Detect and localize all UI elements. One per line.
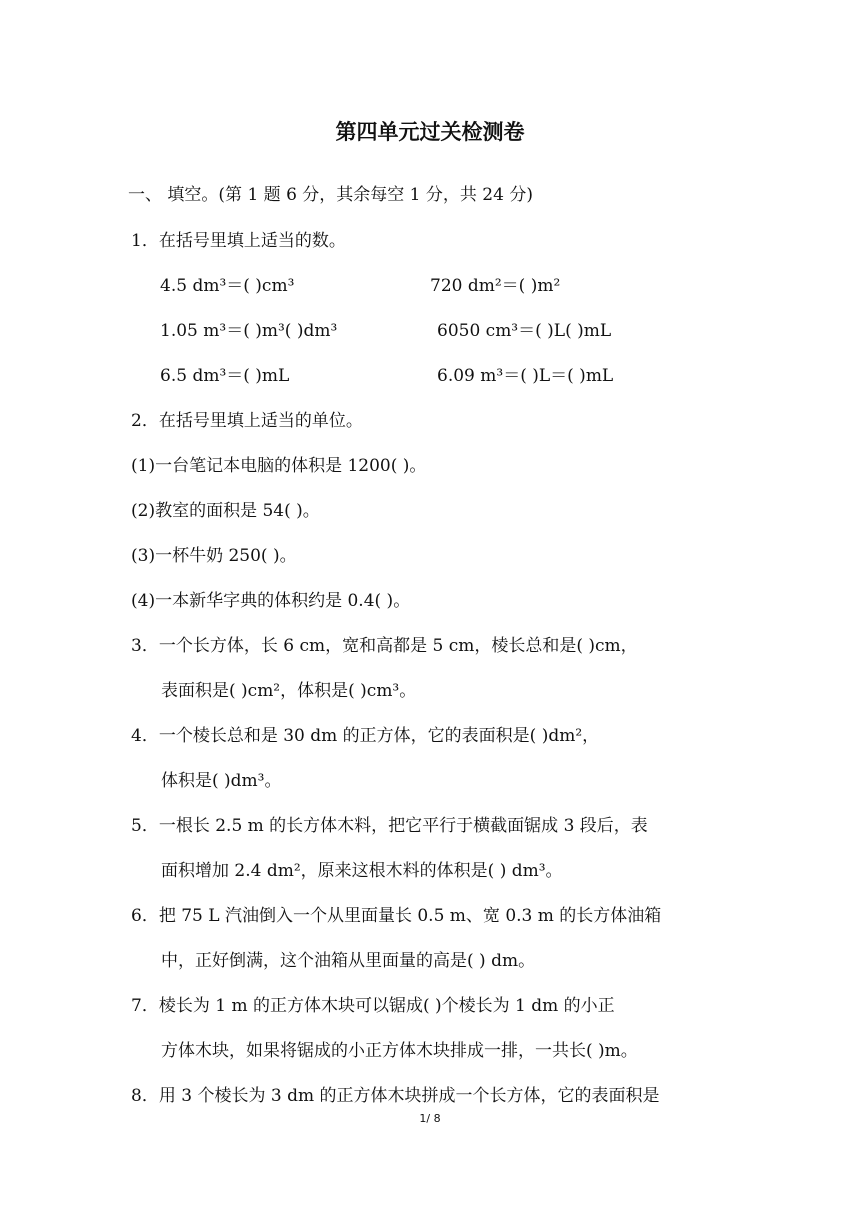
- section-heading: 一、 填空。(第 1 题 6 分，其余每空 1 分，共 24 分): [128, 185, 533, 205]
- question-3-line-2: 表面积是( )cm²，体积是( )cm³。: [161, 681, 417, 701]
- question-2-stem: 2．在括号里填上适当的单位。: [131, 411, 363, 431]
- question-7-line-1: 7．棱长为 1 m 的正方体木块可以锯成( )个棱长为 1 dm 的小正: [131, 996, 615, 1016]
- question-3-line-1: 3．一个长方体，长 6 cm，宽和高都是 5 cm，棱长总和是( )cm，: [131, 636, 638, 656]
- question-5-line-2: 面积增加 2.4 dm²，原来这根木料的体积是( ) dm³。: [161, 861, 563, 881]
- question-4-line-1: 4．一个棱长总和是 30 dm 的正方体，它的表面积是( )dm²，: [131, 726, 600, 746]
- q1-item-6: 6.09 m³＝( )L＝( )mL: [437, 366, 614, 386]
- q1-item-4: 6050 cm³＝( )L( )mL: [437, 321, 612, 341]
- question-1-stem: 1．在括号里填上适当的数。: [131, 231, 346, 251]
- question-7-line-2: 方体木块，如果将锯成的小正方体木块排成一排，一共长( )m。: [161, 1041, 638, 1061]
- question-8-line-1: 8．用 3 个棱长为 3 dm 的正方体木块拼成一个长方体，它的表面积是: [131, 1086, 660, 1106]
- question-6-line-2: 中，正好倒满，这个油箱从里面量的高是( ) dm。: [161, 951, 536, 971]
- question-6-line-1: 6．把 75 L 汽油倒入一个从里面量长 0.5 m、宽 0.3 m 的长方体油箱: [131, 906, 662, 926]
- q2-sub-3: (3)一杯牛奶 250( )。: [131, 546, 297, 566]
- question-5-line-1: 5．一根长 2.5 m 的长方体木料，把它平行于横截面锯成 3 段后，表: [131, 816, 648, 836]
- q1-item-2: 720 dm²＝( )m²: [430, 276, 561, 296]
- q2-sub-4: (4)一本新华字典的体积约是 0.4( )。: [131, 591, 411, 611]
- page-number: 1/ 8: [419, 1112, 441, 1125]
- q2-sub-1: (1)一台笔记本电脑的体积是 1200( )。: [131, 456, 427, 476]
- q2-sub-2: (2)教室的面积是 54( )。: [131, 501, 320, 521]
- question-4-line-2: 体积是( )dm³。: [161, 771, 282, 791]
- page-title: 第四单元过关检测卷: [335, 120, 525, 144]
- q1-item-5: 6.5 dm³＝( )mL: [160, 366, 290, 386]
- q1-item-1: 4.5 dm³＝( )cm³: [160, 276, 295, 296]
- q1-item-3: 1.05 m³＝( )m³( )dm³: [160, 321, 338, 341]
